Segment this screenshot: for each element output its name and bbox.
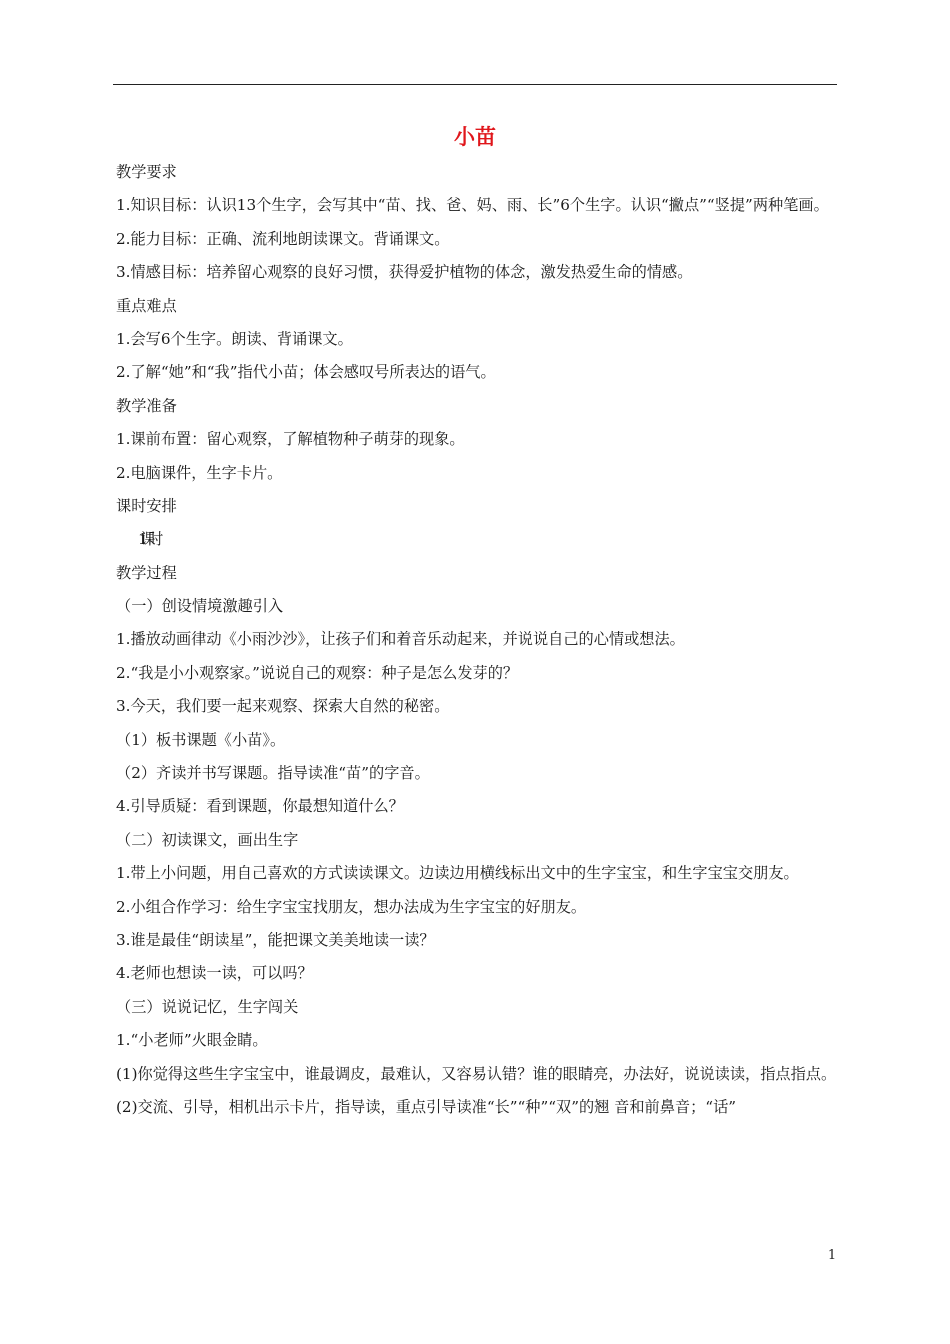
text-line: 教学准备 xyxy=(116,396,177,415)
text-line: （二）初读课文，画出生字 xyxy=(116,830,299,849)
document-body xyxy=(116,156,840,1124)
text-line: 2.电脑课件，生字卡片。 xyxy=(116,463,283,482)
text-line: 1.会写6个生字。朗读、背诵课文。 xyxy=(116,329,353,348)
text-line: 2.了解“她”和“我”指代小苗；体会感叹号所表达的语气。 xyxy=(116,363,496,382)
text-line: 3.情感目标：培养留心观察的良好习惯，获得爱护植物的体念，激发热爱生命的情感。 xyxy=(116,263,693,282)
document-title: 小苗 xyxy=(454,125,496,149)
text-line: 教学过程 xyxy=(116,563,177,582)
page-number: 1 xyxy=(827,1248,837,1263)
text-line: （一）创设情境激趣引入 xyxy=(116,597,284,616)
header-rule xyxy=(113,84,837,85)
text-line: 1.“小老师”火眼金睛。 xyxy=(116,1031,268,1050)
text-line: 教学要求 xyxy=(116,163,177,181)
text-line: 4.引导质疑：看到课题，你最想知道什么？ xyxy=(116,797,404,816)
text-line: (2)交流、引导，相机出示卡片，指导读，重点引导读准“长”“种”“双”的翘 音和前鼻音；“话” xyxy=(116,1097,737,1116)
text-line: 1.播放动画律动《小雨沙沙》，让孩子们和着音乐动起来，并说说自己的心情或想法。 xyxy=(116,630,685,649)
text-line: 重点难点 xyxy=(116,296,177,315)
text-line: 1.知识目标：认识13个生字，会写其中“苗、找、爸、妈、雨、长”6个生字。认识“撇点”“竖提”两种笔画。 xyxy=(116,196,829,215)
text-line: 4.老师也想读一读，可以吗？ xyxy=(116,964,313,983)
text-line: 3.今天，我们要一起来观察、探索大自然的秘密。 xyxy=(116,697,450,716)
text-line: 3.谁是最佳“朗读星”，能把课文美美地读一读？ xyxy=(116,931,435,949)
text-line: 2.小组合作学习：给生字宝宝找朋友，想办法成为生字宝宝的好朋友。 xyxy=(116,897,587,916)
text-line: 1课时 xyxy=(138,530,157,549)
text-line: 2.能力目标：正确、流利地朗读课文。背诵课文。 xyxy=(116,229,450,248)
text-line: 1.课前布置：留心观察，了解植物种子萌芽的现象。 xyxy=(116,430,465,449)
text-line: （1）板书课题《小苗》。 xyxy=(116,730,286,749)
text-line: (1)你觉得这些生字宝宝中，谁最调皮，最难认，又容易认错？谁的眼睛亮，办法好，说说读读，指点指点。 xyxy=(116,1064,837,1083)
text-line: 2.“我是小小观察家。”说说自己的观察：种子是怎么发芽的？ xyxy=(116,663,519,682)
text-line: （三）说说记忆，生字闯关 xyxy=(116,997,299,1016)
text-line: 1.带上小问题，用自己喜欢的方式读读课文。边读边用横线标出文中的生字宝宝，和生字宝宝交朋友。 xyxy=(116,864,799,883)
text-line: 课时安排 xyxy=(116,496,177,515)
text-line: （2）齐读并书写课题。指导读准“苗”的字音。 xyxy=(116,764,430,783)
